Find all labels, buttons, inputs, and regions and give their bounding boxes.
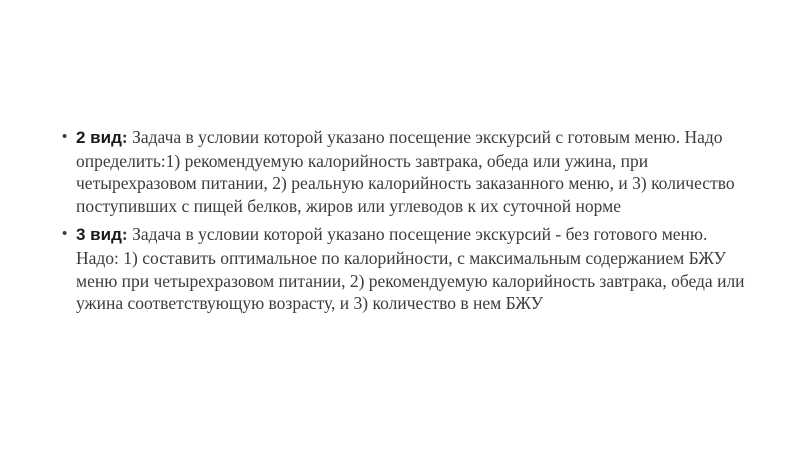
bullet-text: Задача в условии которой указано посещение экскурсий с готовым меню. Надо определить:1) рекомендуемую калорийность завтрака, обеда или ужина, при четырехразовом питании, 2) реальную калорийность заказанного меню, и 3) количество поступивших с пищей белков, жиров или углеводов к их суточной норме	[76, 127, 735, 216]
bullet-dot-icon: •	[62, 225, 68, 243]
bullet-heading-label: 3 вид	[76, 225, 122, 245]
bullet-text: Задача в условии которой указано посещение экскурсий - без готового меню. Надо: 1) составить оптимальное по калорийности, с максимальным содержанием БЖУ меню при четырехразовом питании, 2) рекомендуемую калорийность завтрака, обеда или ужина соответствующую возрасту, и 3) количество в нем БЖУ	[76, 224, 745, 314]
bullet-dot-icon: •	[62, 128, 68, 145]
bullet-item-type-2	[62, 126, 752, 217]
bullet-heading-label: 2 вид	[76, 128, 122, 147]
bullet-list	[62, 126, 752, 321]
bullet-item-type-3	[62, 223, 752, 314]
bullet-heading-colon: :	[121, 127, 128, 147]
bullet-heading-colon: :	[121, 224, 128, 245]
bullet-heading	[76, 225, 128, 244]
bullet-heading	[76, 128, 128, 147]
